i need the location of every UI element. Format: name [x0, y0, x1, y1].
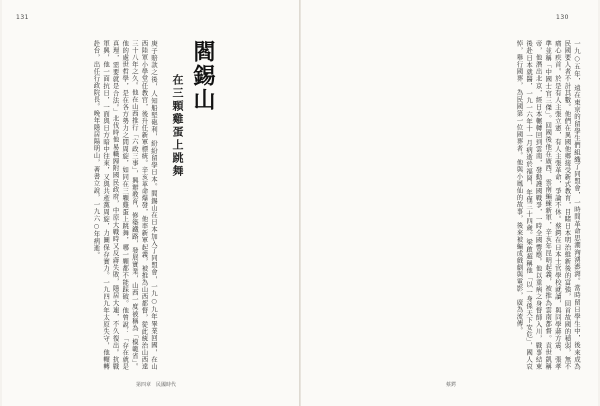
footer-right: 蔡鍔: [446, 382, 457, 388]
right-page: [301, 0, 598, 406]
chapter-subtitle-block: [168, 74, 187, 194]
chapter-title-block: [188, 40, 219, 160]
page-number-left: 131: [16, 14, 29, 21]
page-number-right: 130: [556, 14, 569, 21]
footer-left: 第四章 民國時代: [136, 382, 177, 388]
chapter-title: 閻錫山: [190, 40, 216, 112]
chapter-subtitle: 在三顆雞蛋上跳舞: [171, 74, 184, 178]
left-body-text: 庚子賠款之後，人知船堅砲利，紛紛留學日本。閻錫山在日本加入了同盟會，一九○九年畢業回國，在山西陸軍小學堂任教官，後升任新軍標統。辛亥革命爆發，他率新軍起義，被推為山西都督，從此統治山西達三十八年之久。他在山西推行「六政三事」，興辦教育，修築鐵路，發展實業，山西一度被稱為「模範省」。他的處世哲學，是在各方勢力之間周旋，如同在三顆雞蛋上跳舞，哪一顆都不能踩破。他曾說：「存在就是真理，需要就是合法。」北伐時他易幟歸附國民政府，中原大戰時又反蔣失敗，隱居大連，不久復出。抗戰軍興，他一面抗日，一面與日方暗中往來，又與共產黨周旋，力圖保存實力。一九四九年太原失守，他輾轉赴台，出任行政院長。晚年隱居陽明山，著書立說，一九六○年病逝。: [92, 40, 158, 370]
left-page: [2, 0, 299, 406]
right-body-text: 一九○五年，遠在東京的留學生們組織了同盟會，一時間革命思潮洶湧澎湃。當時留日學生中，後來成為民國要人者不計其數。他們在異國他鄉接受新式教育，目睹日本明治維新後的富強，回首故國的積弱，無不痛心疾首。於是有人主張立憲，有人主張革命，爭論不休。蔡鍔在日本士官學校就讀，與同學蔣方震、張孝準並稱「中國士官三傑」。回國後他在廣西、雲南編練新軍，辛亥年昆明起義，被推為雲南都督。袁世凱稱帝，他潛出北京，經日本輾轉回到雲南，發動護國戰爭，一時全國響應。他以重病之身督師入川，戰事結束後赴日本就醫，一九一六年十一月病逝於福岡，年僅三十四歲。梁啟超稱他「以一身係天下安危」，國人哀悼，舉行國葬，為民國第一位國葬者。他與小鳳仙的故事，後來被編成戲劇與電影，廣為流傳。: [515, 40, 581, 370]
